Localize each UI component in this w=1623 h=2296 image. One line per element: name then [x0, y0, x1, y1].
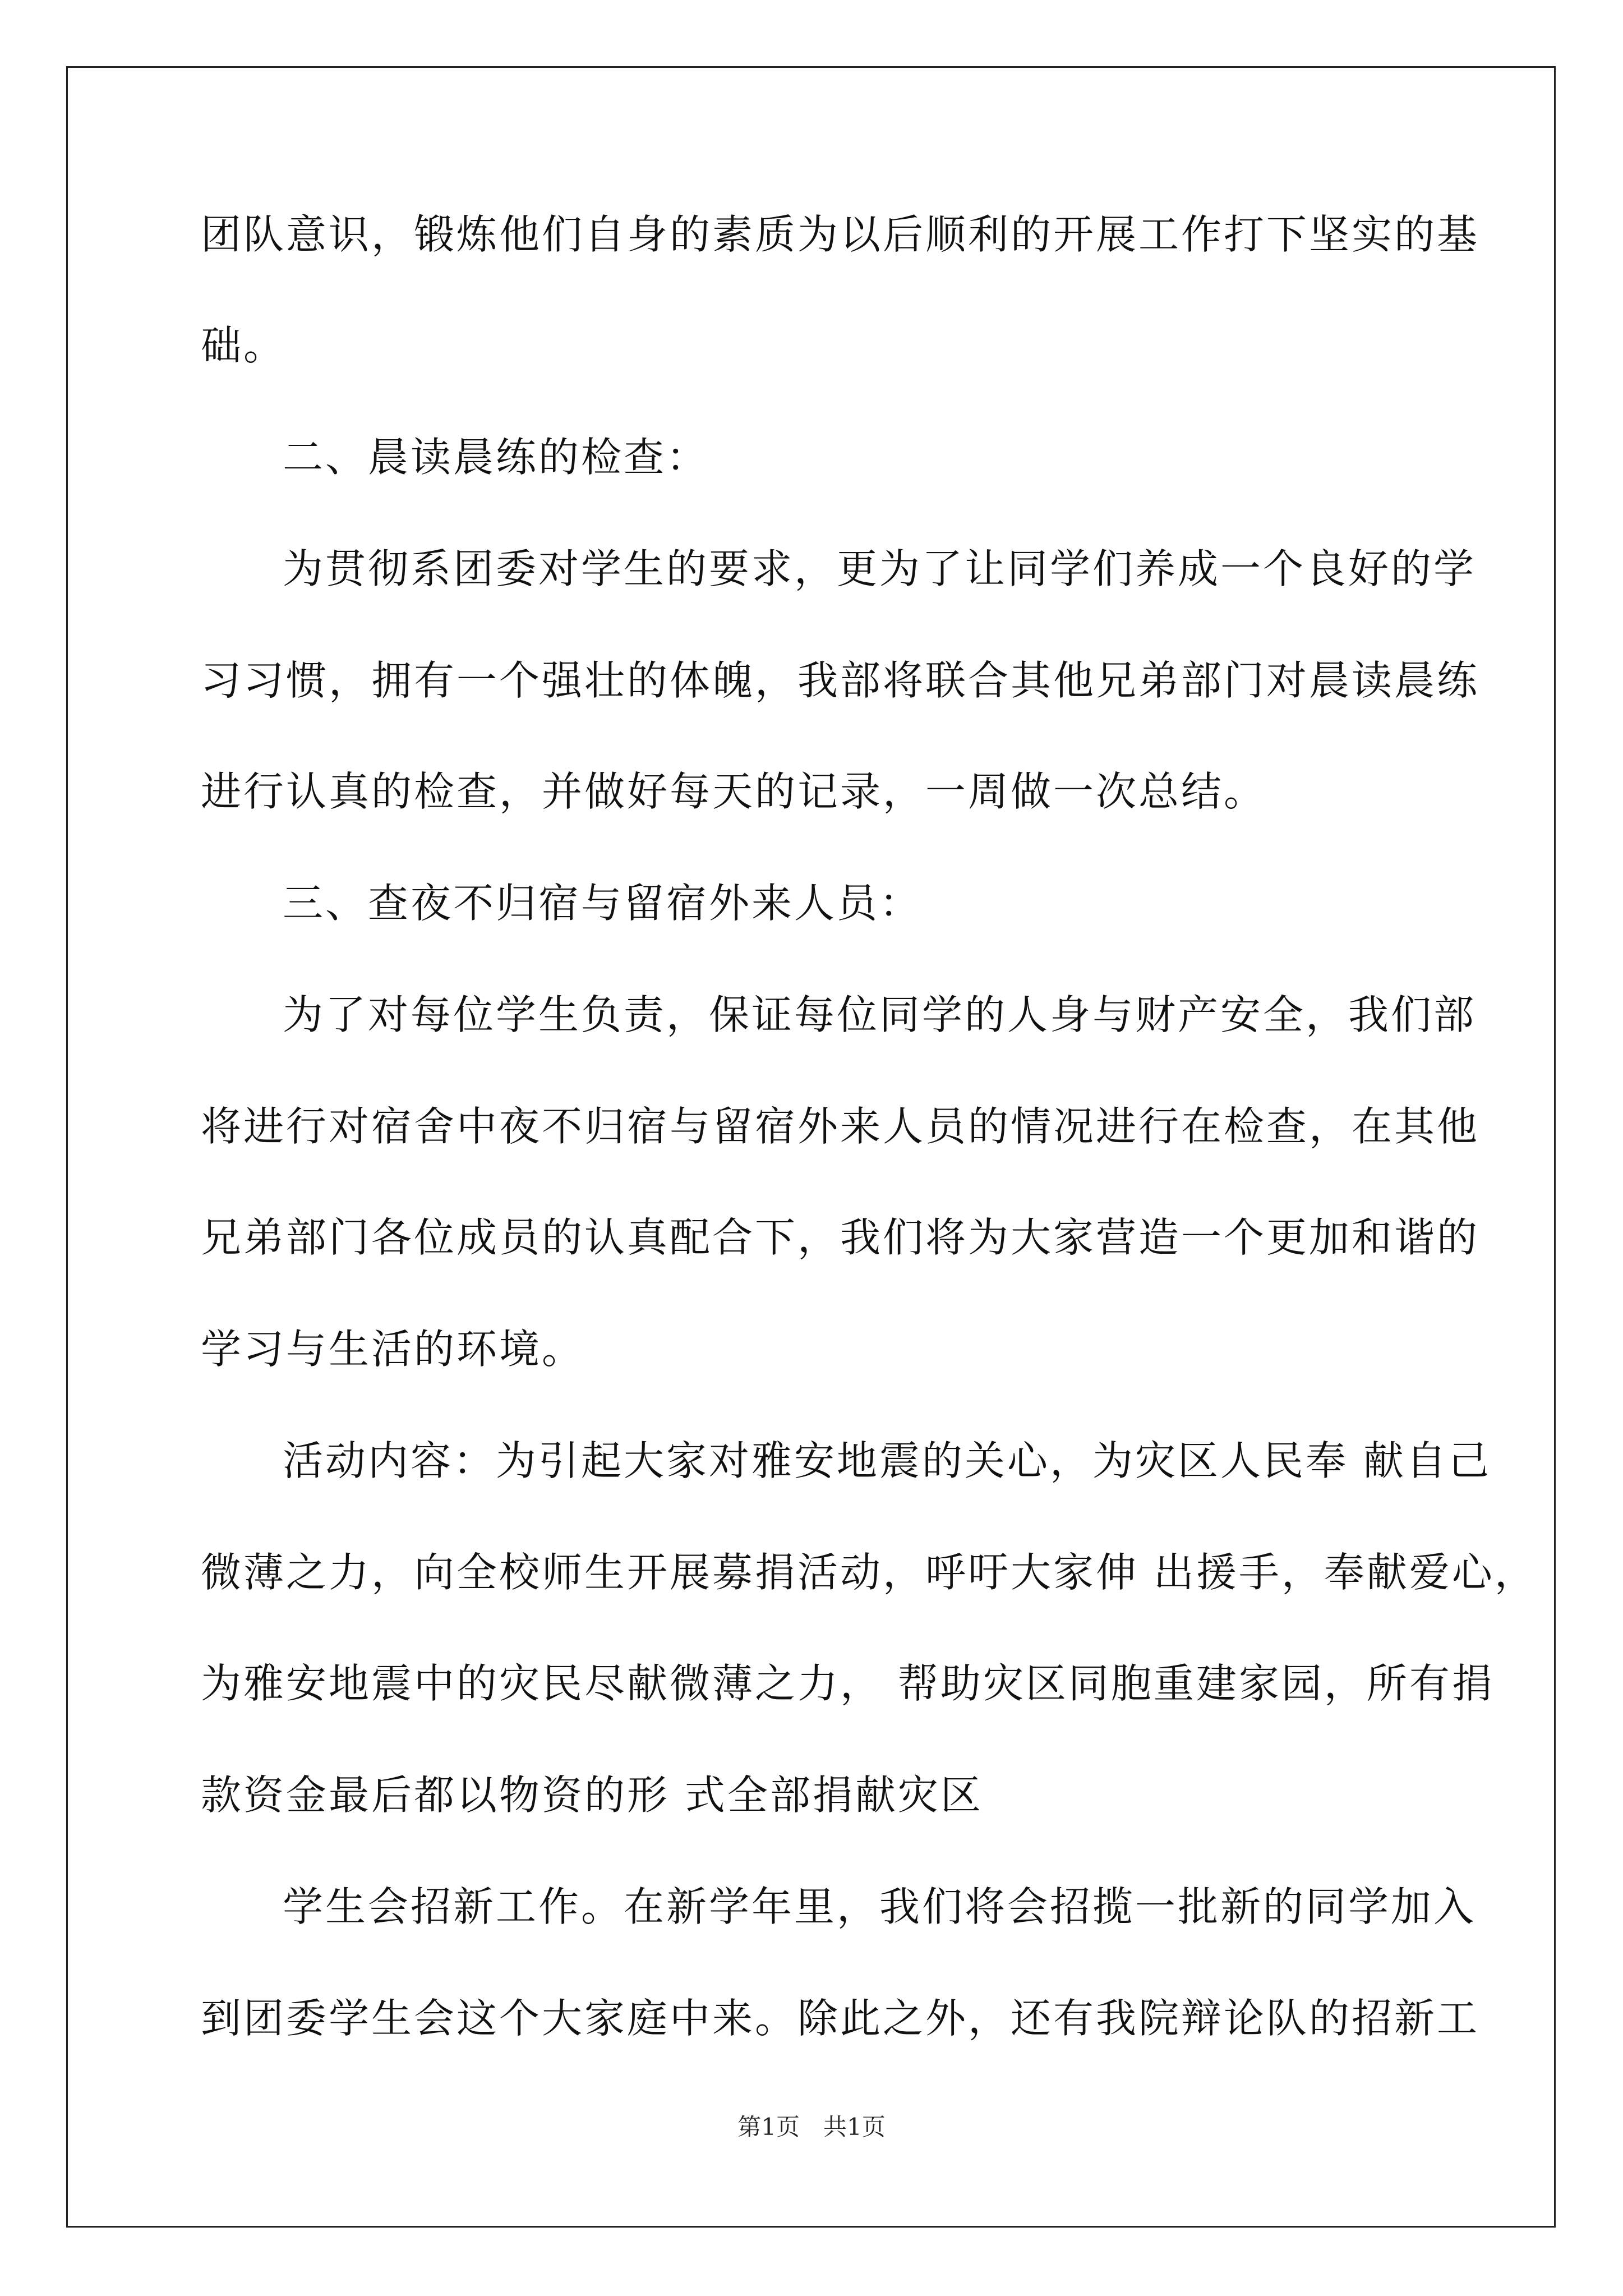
text-line-1: 团队意识，锻炼他们自身的素质为以后顺利的开展工作打下坚实的基	[201, 211, 1480, 258]
text-line-17: 到团委学生会这个大家庭中来。除此之外，还有我院辩论队的招新工	[201, 1995, 1480, 2042]
text-line-16: 学生会招新工作。在新学年里，我们将会招揽一批新的同学加入	[283, 1883, 1477, 1930]
text-line-14: 为雅安地震中的灾民尽献微薄之力， 帮助灾区同胞重建家园，所有捐	[201, 1660, 1495, 1707]
section-heading-morning-check: 二、晨读晨练的检查：	[283, 434, 709, 481]
text-line-8: 为了对每位学生负责，保证每位同学的人身与财产安全，我们部	[283, 991, 1477, 1038]
text-line-15: 款资金最后都以物资的形 式全部捐献灾区	[201, 1772, 983, 1819]
text-line-4: 为贯彻系团委对学生的要求，更为了让同学们养成一个良好的学	[283, 545, 1477, 592]
page-number-footer: 第1页 共1页	[737, 2113, 886, 2141]
text-line-6: 进行认真的检查，并做好每天的记录，一周做一次总结。	[201, 768, 1267, 815]
text-line-11: 学习与生活的环境。	[201, 1326, 585, 1373]
text-line-10: 兄弟部门各位成员的认真配合下，我们将为大家营造一个更加和谐的	[201, 1214, 1480, 1261]
text-line-2: 础。	[201, 322, 287, 369]
text-line-12: 活动内容：为引起大家对雅安地震的关心，为灾区人民奉 献自己	[283, 1437, 1491, 1484]
section-heading-night-check: 三、查夜不归宿与留宿外来人员：	[283, 880, 923, 927]
text-line-9: 将进行对宿舍中夜不归宿与留宿外来人员的情况进行在检查，在其他	[201, 1103, 1480, 1150]
text-line-5: 习习惯，拥有一个强壮的体魄，我部将联合其他兄弟部门对晨读晨练	[201, 657, 1480, 704]
text-line-13: 微薄之力，向全校师生开展募捐活动，呼吁大家伸 出援手，奉献爱心，	[201, 1549, 1537, 1596]
